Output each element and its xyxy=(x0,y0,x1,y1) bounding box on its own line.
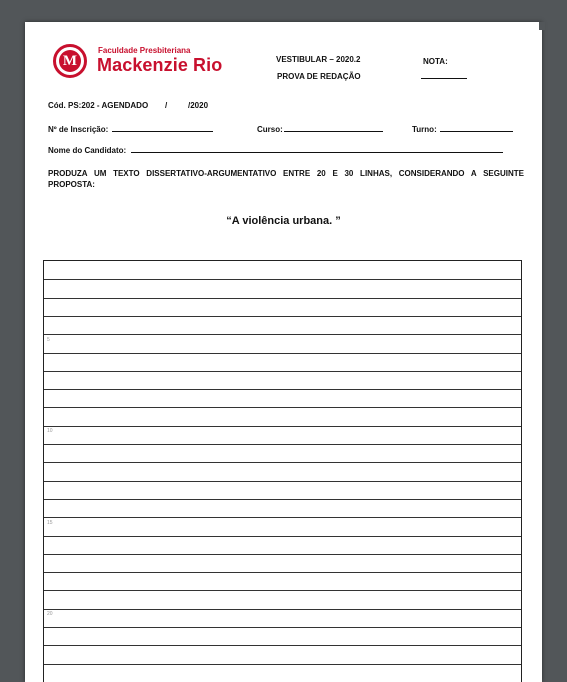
writing-line[interactable] xyxy=(44,316,521,317)
candidate-label: Nome do Candidato: xyxy=(48,146,126,155)
institution-name-small: Faculdade Presbiteriana xyxy=(98,46,190,55)
writing-line[interactable] xyxy=(44,572,521,573)
writing-line[interactable] xyxy=(44,279,521,280)
essay-prompt: PRODUZA UM TEXTO DISSERTATIVO-ARGUMENTATIVO ENTRE 20 E 30 LINHAS, CONSIDERANDO A SEGUINTE PROPOSTA: xyxy=(48,168,524,190)
line-number: 15 xyxy=(47,520,53,526)
writing-line[interactable] xyxy=(44,554,521,555)
registration-field[interactable] xyxy=(112,123,213,134)
writing-line[interactable] xyxy=(44,426,521,427)
date-year: /2020 xyxy=(188,101,208,110)
line-number: 20 xyxy=(47,611,53,617)
shift-field[interactable] xyxy=(440,123,513,134)
candidate-field[interactable] xyxy=(131,144,503,155)
writing-line[interactable] xyxy=(44,298,521,299)
exam-page xyxy=(25,22,542,682)
mackenzie-emblem-icon xyxy=(53,44,87,78)
course-label: Curso: xyxy=(257,125,283,134)
writing-line[interactable] xyxy=(44,499,521,500)
date-separator: / xyxy=(165,101,167,110)
line-number: 5 xyxy=(47,337,50,343)
logo-letter: M xyxy=(59,50,81,72)
registration-label: Nº de Inscrição: xyxy=(48,125,108,134)
page-corner xyxy=(539,22,545,30)
writing-line[interactable] xyxy=(44,444,521,445)
grade-field[interactable] xyxy=(421,70,467,81)
writing-line[interactable] xyxy=(44,353,521,354)
essay-theme: “A violência urbana. ” xyxy=(25,215,542,227)
writing-line[interactable] xyxy=(44,389,521,390)
writing-line[interactable] xyxy=(44,627,521,628)
writing-line[interactable] xyxy=(44,334,521,335)
writing-line[interactable] xyxy=(44,481,521,482)
exam-title: VESTIBULAR – 2020.2 xyxy=(276,55,360,64)
exam-code: Cód. PS:202 - AGENDADO xyxy=(48,101,148,110)
writing-line[interactable] xyxy=(44,609,521,610)
writing-line[interactable] xyxy=(44,407,521,408)
writing-line[interactable] xyxy=(44,371,521,372)
writing-line[interactable] xyxy=(44,590,521,591)
writing-line[interactable] xyxy=(44,645,521,646)
writing-area[interactable] xyxy=(43,260,522,682)
exam-type: PROVA DE REDAÇÃO xyxy=(277,72,361,81)
course-field[interactable] xyxy=(284,123,383,134)
writing-line[interactable] xyxy=(44,664,521,665)
institution-name: Mackenzie Rio xyxy=(97,55,222,76)
writing-line[interactable] xyxy=(44,517,521,518)
writing-line[interactable] xyxy=(44,536,521,537)
shift-label: Turno: xyxy=(412,125,437,134)
line-number: 10 xyxy=(47,428,53,434)
grade-label: NOTA: xyxy=(423,57,448,66)
writing-line[interactable] xyxy=(44,462,521,463)
